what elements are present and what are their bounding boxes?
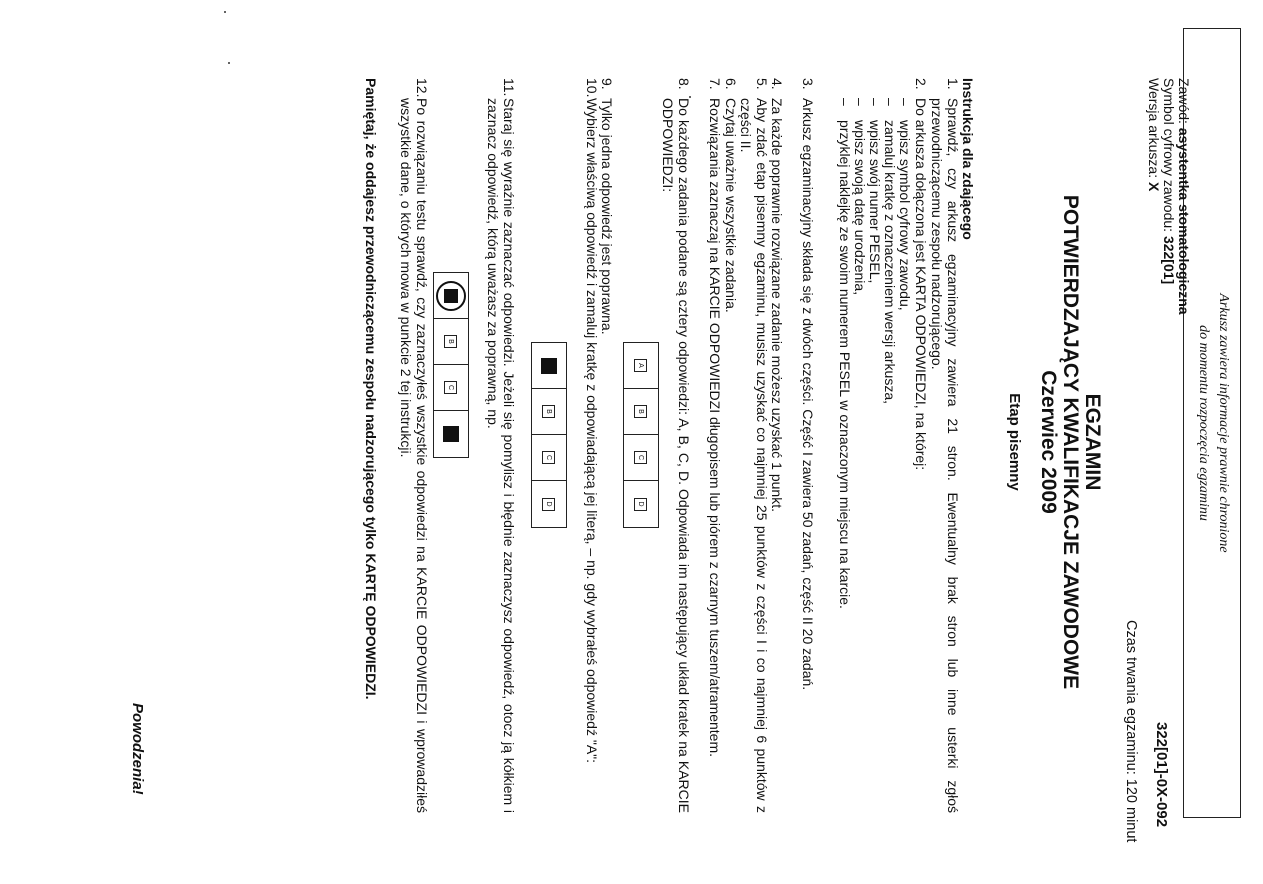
- wersja-value: X: [1146, 182, 1162, 192]
- filled-box-d: [443, 426, 459, 442]
- subitem-1: – wpisz symbol cyfrowy zawodu,: [897, 78, 913, 813]
- zawod-value: asystentka stomatologiczna: [1176, 127, 1192, 315]
- sheet-code: 322[01]-0X-092: [1153, 722, 1170, 828]
- wersja-label: Wersja arkusza:: [1146, 78, 1162, 179]
- answer-grid-corrected-example: [433, 272, 469, 458]
- subitem-text: zamaluj kratkę z oznaczeniem wersji arkusza,: [882, 120, 898, 404]
- answer-cell-b: [532, 389, 566, 435]
- answer-cell-c: [532, 435, 566, 481]
- instruction-heading: Instrukcja dla zdającego: [960, 78, 976, 240]
- circled-mistake-mark: [436, 281, 466, 311]
- answer-grid-filled-example: [531, 342, 567, 528]
- answer-box-b: B: [543, 405, 556, 418]
- item-number: 9.: [599, 78, 615, 90]
- stage-subtitle: Etap pisemny: [1006, 393, 1023, 491]
- scan-speck: [228, 62, 230, 64]
- item-number: 7.: [707, 78, 723, 90]
- answer-cell-c: [434, 365, 468, 411]
- answer-cell-a: [624, 343, 658, 389]
- item-number: 12.: [414, 78, 430, 98]
- item-text: Staraj się wyraźnie zaznaczać odpowiedzi. Jeżeli się pomylisz i błędnie zaznaczysz odpowiedź, otocz ją kółkiem i zaznacz odpowiedź, którą uważasz za poprawną, np.: [485, 98, 517, 813]
- symbol-label: Symbol cyfrowy zawodu:: [1161, 78, 1177, 233]
- instruction-item-3: [800, 78, 816, 813]
- item-text: Czytaj uważnie wszystkie zadania.: [723, 98, 739, 313]
- subitem-3: – wpisz swój numer PESEL,: [867, 78, 883, 813]
- item-text: Do arkusza dołączona jest KARTA ODPOWIEDZI, na której:: [913, 98, 929, 471]
- closing-text: Pamiętaj, że oddajesz przewodniczącemu zespołu nadzorującego tylko KARTĘ ODPOWIEDZI.: [363, 78, 379, 700]
- instruction-item-2: [913, 78, 929, 813]
- title-line-2: POTWIERDZAJĄCY KWALIFIKACJE ZAWODOWE: [1059, 194, 1082, 690]
- answer-grid-example: [623, 342, 659, 528]
- notice-line-2: do momentu rozpoczęcia egzaminu: [1196, 325, 1211, 521]
- instruction-item-5: [738, 78, 769, 813]
- item-number: 11.: [501, 78, 517, 97]
- answer-cell-c: [624, 435, 658, 481]
- title-line-1: EGZAMIN: [1081, 393, 1104, 491]
- title-block: [1037, 0, 1103, 884]
- header-wersja: [1146, 78, 1161, 191]
- answer-cell-d-filled: [434, 411, 468, 457]
- answer-box-b: B: [635, 405, 648, 418]
- instruction-item-10: [584, 78, 600, 813]
- instruction-item-7: [707, 78, 723, 813]
- subitem-5: – przyklej naklejkę ze swoim numerem PESEL w oznaczonym miejscu na karcie.: [837, 78, 853, 813]
- answer-box-c: C: [543, 451, 556, 464]
- instruction-item-12: [398, 78, 429, 813]
- instruction-item-8: [660, 78, 691, 813]
- filled-box-a: [541, 358, 557, 374]
- answer-cell-b: [624, 389, 658, 435]
- answer-box-c: C: [635, 451, 648, 464]
- filled-box-a: [444, 289, 458, 303]
- subitem-2: – zamaluj kratkę z oznaczeniem wersji arkusza,: [882, 78, 898, 813]
- instruction-item-6: [723, 78, 739, 813]
- title-line-3: Czerwiec 2009: [1037, 370, 1060, 514]
- subitem-text: wpisz swój numer PESEL,: [867, 120, 883, 284]
- item-number: 2.: [913, 78, 929, 90]
- answer-box-d: D: [635, 498, 648, 511]
- item-text: Rozwiązania zaznaczaj na KARCIE ODPOWIEDZI długopisem lub piórem z czarnym tuszem/atramentem.: [707, 98, 723, 758]
- answer-box-d: D: [543, 498, 556, 511]
- zawod-label: Zawód:: [1176, 78, 1192, 124]
- item-text: Po rozwiązaniu testu sprawdź, czy zaznaczyłeś wszystkie odpowiedzi na KARCIE ODPOWIEDZI i wprowadziłeś wszystkie dane, o których mowa w punkcie 2 tej instrukcji.: [398, 98, 430, 813]
- item-text: Aby zdać etap pisemny egzaminu, musisz uzyskać co najmniej 25 punktów z części I i co najmniej 6 punktów z części II.: [738, 98, 770, 813]
- item-number: 1.: [945, 78, 961, 90]
- item-text: Wybierz właściwą odpowiedź i zamaluj kratkę z odpowiadającą jej literą, – np. gdy wybrałeś odpowiedź "A":: [584, 98, 600, 764]
- closing-note: [363, 78, 379, 813]
- subitem-4: – wpisz swoją datę urodzenia,: [852, 78, 868, 813]
- header-symbol: [1161, 78, 1176, 284]
- answer-cell-b: [434, 319, 468, 365]
- answer-cell-a-filled: [532, 343, 566, 389]
- item-number: 4.: [769, 78, 785, 90]
- answer-cell-d: [624, 481, 658, 527]
- item-text: Arkusz egzaminacyjny składa się z dwóch części. Część I zawiera 50 zadań, część II 20 zadań.: [800, 98, 816, 691]
- instruction-item-11: [485, 78, 516, 813]
- answer-box-c: C: [445, 381, 458, 394]
- exam-duration: Czas trwania egzaminu: 120 minut: [1123, 620, 1139, 843]
- subitem-text: wpisz swoją datę urodzenia,: [852, 120, 868, 296]
- answer-cell-a-circled: [434, 273, 468, 319]
- item-number: 6.: [723, 78, 739, 90]
- subitem-text: przyklej naklejkę ze swoim numerem PESEL w oznaczonym miejscu na karcie.: [837, 120, 853, 609]
- answer-box-b: B: [445, 335, 458, 348]
- item-number: 10.: [584, 78, 600, 98]
- instruction-item-4: [769, 78, 785, 813]
- subitem-text: wpisz symbol cyfrowy zawodu,: [897, 120, 913, 311]
- header-zawod: [1176, 78, 1191, 315]
- item-number: 5.: [754, 78, 770, 90]
- item-text: Sprawdź, czy arkusz egzaminacyjny zawiera 21 stron. Ewentualny brak stron lub inne usterki zgłoś przewodniczącemu zespołu nadzorującego.: [929, 98, 961, 813]
- good-luck: Powodzenia!: [129, 703, 146, 795]
- instruction-item-9: [599, 78, 615, 813]
- symbol-value: 322[01]: [1161, 235, 1177, 285]
- notice-line-1: Arkusz zawiera informacje prawnie chronione: [1216, 293, 1231, 553]
- answer-cell-d: [532, 481, 566, 527]
- item-text: Tylko jedna odpowiedź jest poprawna.: [599, 98, 615, 335]
- item-number: 8.: [676, 78, 692, 90]
- item-text: Za każde poprawnie rozwiązane zadanie możesz uzyskać 1 punkt.: [769, 98, 785, 512]
- scan-speck: [224, 11, 226, 13]
- answer-box-a: A: [635, 359, 648, 372]
- item-number: 3.: [800, 78, 816, 90]
- instruction-item-1: [929, 78, 960, 813]
- scan-speck: [689, 96, 691, 98]
- item-text: Do każdego zadania podane są cztery odpowiedzi: A, B, C, D. Odpowiada im następujący układ kratek na KARCIE ODPOWIEDZI:: [660, 98, 692, 813]
